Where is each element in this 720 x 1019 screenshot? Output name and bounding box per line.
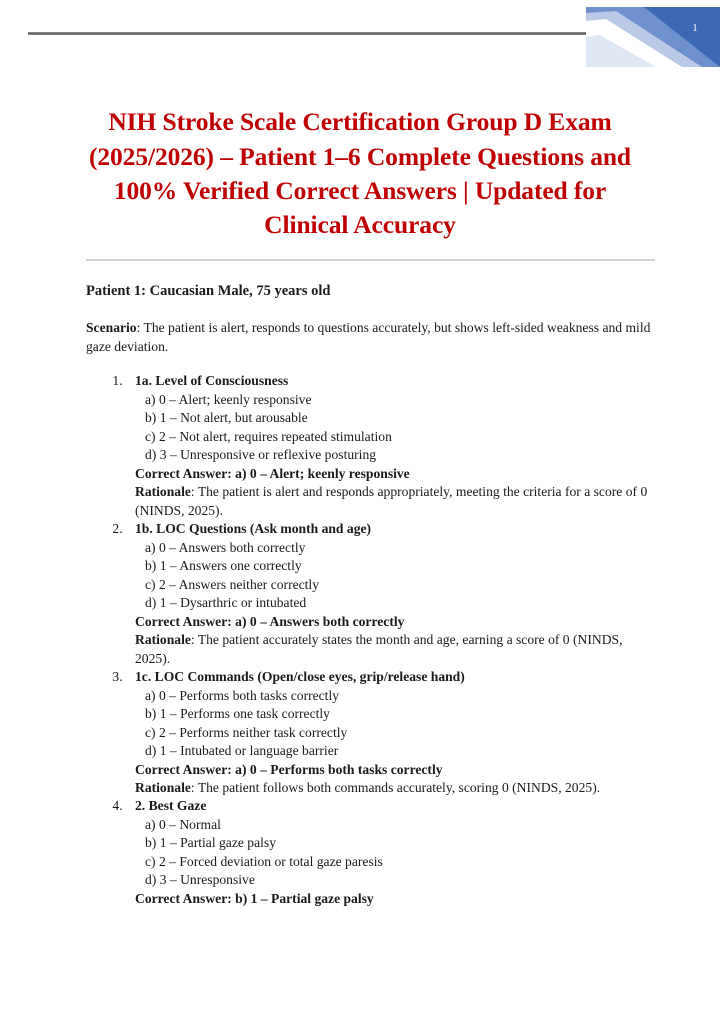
question-option: c) 2 – Forced deviation or total gaze paresis bbox=[145, 853, 383, 869]
question-option: d) 1 – Intubated or language barrier bbox=[145, 743, 339, 759]
correct-answer: Correct Answer: a) 0 – Answers both correctly bbox=[135, 613, 405, 629]
question-item bbox=[126, 668, 660, 797]
header-rule bbox=[28, 32, 588, 35]
question-list bbox=[0, 372, 660, 908]
question-item bbox=[126, 520, 660, 668]
correct-answer: Correct Answer: a) 0 – Alert; keenly responsive bbox=[135, 465, 410, 481]
document-title: NIH Stroke Scale Certification Group D Exam (2025/2026) – Patient 1–6 Complete Questions and 100% Verified Correct Answers | Updated for Clinical Accuracy bbox=[88, 107, 632, 240]
question-option: b) 1 – Partial gaze palsy bbox=[145, 835, 276, 851]
rationale-text: : The patient follows both commands accurately, scoring 0 (NINDS, 2025). bbox=[190, 780, 601, 795]
question-item bbox=[126, 797, 660, 908]
rationale bbox=[135, 483, 660, 520]
correct-answer: Correct Answer: b) 1 – Partial gaze palsy bbox=[135, 890, 374, 906]
question-option: d) 3 – Unresponsive or reflexive posturing bbox=[145, 447, 377, 463]
question-title: 3. 1c. LOC Commands (Open/close eyes, grip/release hand) bbox=[135, 669, 465, 685]
question-option: b) 1 – Answers one correctly bbox=[145, 558, 302, 574]
page-header bbox=[0, 0, 720, 75]
question-option: a) 0 – Alert; keenly responsive bbox=[145, 391, 312, 407]
question-title: 2. 1b. LOC Questions (Ask month and age) bbox=[135, 521, 372, 537]
rationale bbox=[135, 779, 660, 797]
title-divider bbox=[86, 259, 655, 261]
rationale bbox=[135, 631, 660, 668]
question-item bbox=[126, 372, 660, 520]
question-option: a) 0 – Normal bbox=[145, 816, 221, 832]
rationale-label: Rationale bbox=[135, 632, 191, 648]
corner-banner-decoration bbox=[586, 7, 720, 67]
patient-heading: Patient 1: Caucasian Male, 75 years old bbox=[86, 283, 331, 299]
question-option: a) 0 – Answers both correctly bbox=[145, 539, 306, 555]
question-option: d) 1 – Dysarthric or intubated bbox=[145, 595, 307, 611]
question-option: a) 0 – Performs both tasks correctly bbox=[145, 687, 340, 703]
rationale-label: Rationale bbox=[135, 780, 191, 795]
question-option: b) 1 – Performs one task correctly bbox=[145, 706, 330, 722]
rationale-text: : The patient is alert and responds appropriately, meeting the criteria for a score of 0 (NINDS, 2025). bbox=[135, 484, 648, 518]
question-title: 4. 2. Best Gaze bbox=[135, 798, 207, 814]
question-option: c) 2 – Answers neither correctly bbox=[145, 576, 320, 592]
rationale-label: Rationale bbox=[135, 484, 191, 500]
scenario-text: : The patient is alert, responds to questions accurately, but shows left-sided weakness and mild gaze deviation. bbox=[86, 319, 651, 354]
scenario-paragraph bbox=[86, 319, 658, 357]
page-number: 1 bbox=[692, 22, 698, 34]
scenario-label: Scenario bbox=[86, 319, 137, 335]
question-option: c) 2 – Not alert, requires repeated stimulation bbox=[145, 428, 392, 444]
question-option: b) 1 – Not alert, but arousable bbox=[145, 410, 308, 426]
document-body bbox=[0, 282, 720, 908]
question-option: d) 3 – Unresponsive bbox=[145, 872, 255, 888]
question-option: c) 2 – Performs neither task correctly bbox=[145, 724, 348, 740]
rationale-text: : The patient accurately states the month and age, earning a score of 0 (NINDS, 2025). bbox=[135, 632, 623, 666]
question-title: 1. 1a. Level of Consciousness bbox=[135, 373, 289, 389]
correct-answer: Correct Answer: a) 0 – Performs both tasks correctly bbox=[135, 761, 443, 777]
